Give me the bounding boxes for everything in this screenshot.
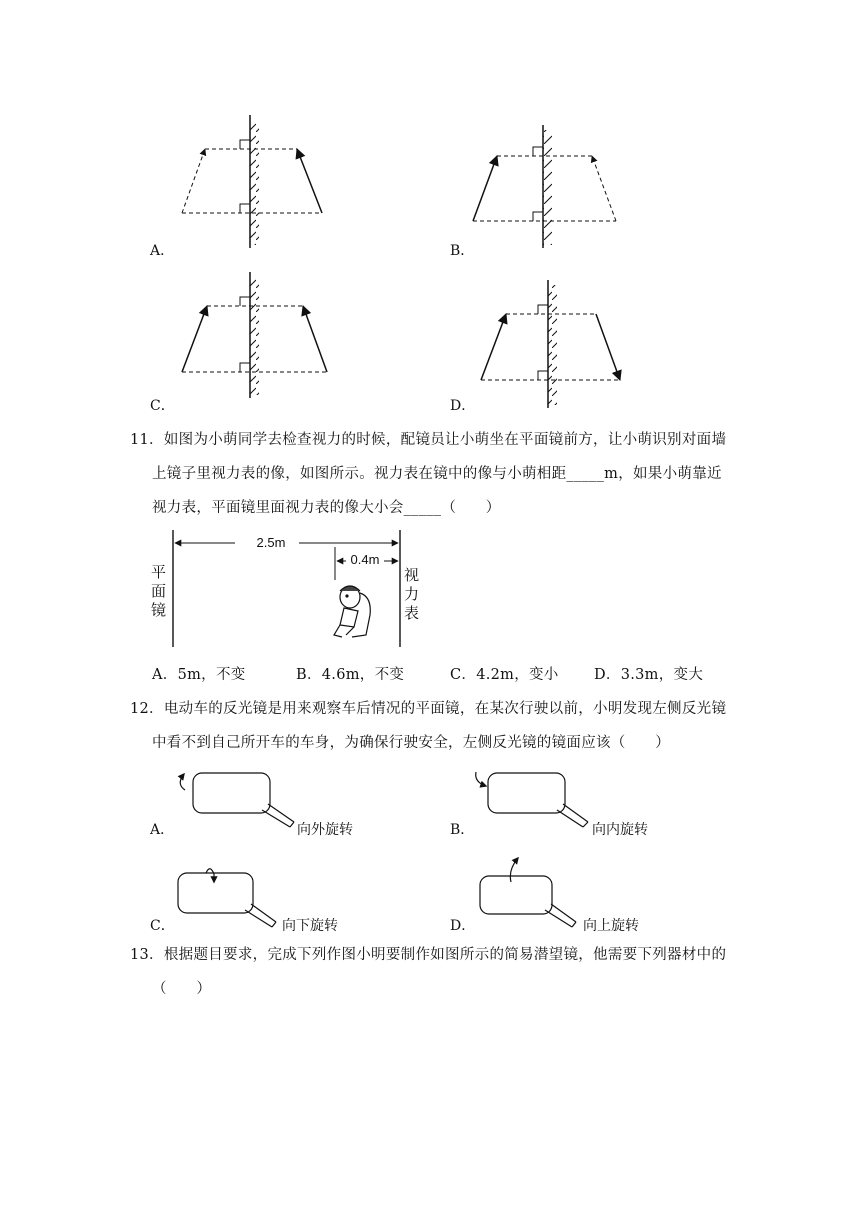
q12-option-d[interactable]: D． (450, 918, 476, 934)
mirror-b (476, 772, 588, 827)
q11-line2: 上镜子里视力表的像，如图所示。视力表在镜中的像与小萌相距_____m，如果小萌靠近 (152, 466, 722, 482)
figure-d (481, 280, 620, 408)
figure-c (182, 272, 327, 398)
person-icon (334, 586, 370, 637)
q12-caption-a: 向外旋转 (297, 822, 353, 838)
mirror-label: 平 面 镜 (151, 563, 167, 619)
q11-line1: 11．如图为小萌同学去检查视力的时候，配镜员让小萌坐在平面镜前方，让小萌识别对面墙 (130, 432, 727, 448)
q12-caption-d: 向上旋转 (583, 918, 639, 934)
mirror-a (180, 773, 294, 827)
q12-line2: 中看不到自己所开车的车身，为确保行驶安全，左侧反光镜的镜面应该（ ） (152, 735, 670, 751)
q11-option-d[interactable]: D．3.3m，变大 (594, 667, 704, 683)
mirror-c (178, 869, 276, 927)
q12-caption-b: 向内旋转 (592, 822, 648, 838)
q10-option-b[interactable]: B． (450, 243, 475, 259)
q11-option-a[interactable]: A．5m，不变 (152, 667, 246, 683)
figure-b (473, 125, 616, 248)
q10-option-d[interactable]: D． (450, 398, 476, 414)
q13-line1: 13．根据题目要求，完成下列作图小明要制作如图所示的简易潜望镜，他需要下列器材中的 (130, 947, 727, 963)
q10-option-c[interactable]: C． (150, 398, 175, 414)
q12-line1: 12．电动车的反光镜是用来观察车后情况的平面镜，在某次行驶以前，小明发现左侧反光镜 (130, 701, 727, 717)
q10-option-a[interactable]: A． (150, 243, 175, 259)
figure-a (182, 115, 322, 248)
q12-option-b[interactable]: B． (450, 822, 475, 838)
distance-small-label: 0.4m (350, 552, 380, 567)
q11-option-b[interactable]: B．4.6m，不变 (296, 667, 405, 683)
q12-caption-c: 向下旋转 (282, 918, 338, 934)
mirror-d (480, 858, 576, 927)
q10-figures (0, 0, 860, 420)
q11-option-c[interactable]: C．4.2m，变小 (450, 667, 559, 683)
q12-figures (0, 760, 860, 940)
q12-option-a[interactable]: A． (150, 822, 175, 838)
q13-line2: （ ） (152, 981, 212, 997)
q12-option-c[interactable]: C． (150, 918, 175, 934)
chart-label: 视 力 表 (404, 566, 420, 622)
distance-total-label: 2.5m (243, 535, 299, 550)
q11-line3: 视力表，平面镜里面视力表的像大小会_____（ ） (152, 500, 501, 516)
